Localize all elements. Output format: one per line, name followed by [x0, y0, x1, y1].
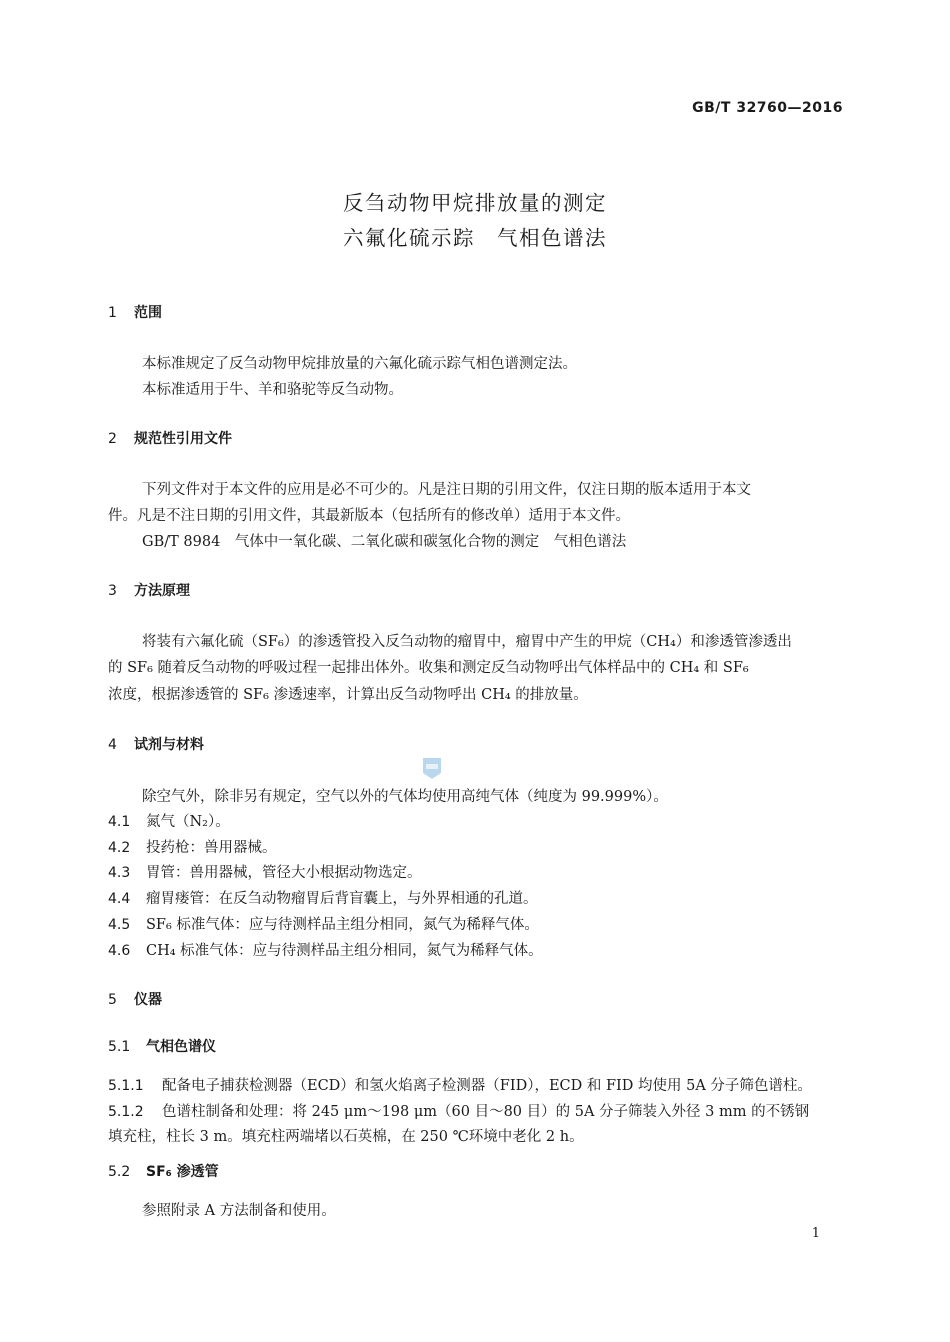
item-text: SF₆ 标准气体：应与待测样品主组分相同，氮气为稀释气体。: [146, 917, 539, 933]
list-item: [108, 1074, 812, 1095]
watermark-logo: [421, 755, 443, 781]
list-item: [108, 939, 543, 960]
list-item: [108, 861, 422, 882]
subsection-number: 5.2: [108, 1164, 131, 1180]
section-5-heading: [108, 989, 162, 1009]
item-number: 4.2: [108, 840, 131, 856]
item-text: 配备电子捕获检测器（ECD）和氢火焰离子检测器（FID），ECD 和 FID 均使用 5A 分子筛色谱柱。: [162, 1078, 812, 1094]
item-number: 4.4: [108, 891, 131, 907]
subsection-5-2-heading: [108, 1161, 219, 1181]
section-number: 5: [108, 992, 117, 1008]
section-title: 方法原理: [134, 583, 190, 599]
paragraph: 除空气外，除非另有规定，空气以外的气体均使用高纯气体（纯度为 99.999%）。: [142, 789, 668, 805]
normative-reference: GB/T 8984 气体中一氧化碳、二氧化碳和碳氢化合物的测定 气相色谱法: [142, 534, 627, 550]
subsection-number: 5.1: [108, 1039, 131, 1055]
paragraph: 参照附录 A 方法制备和使用。: [142, 1203, 336, 1219]
page-number: 1: [811, 1226, 820, 1241]
item-text: 胃管：兽用器械，管径大小根据动物选定。: [146, 865, 422, 881]
paragraph: 填充柱，柱长 3 m。填充柱两端堵以石英棉，在 250 ℃环境中老化 2 h。: [108, 1129, 584, 1145]
list-item: [108, 836, 277, 857]
list-item: [108, 1100, 809, 1121]
item-number: 5.1.2: [108, 1104, 144, 1120]
item-text: 氮气（N₂）。: [146, 814, 230, 830]
list-item: [108, 887, 538, 908]
section-4-heading: [108, 734, 204, 754]
paragraph: 本标准规定了反刍动物甲烷排放量的六氟化硫示踪气相色谱测定法。: [142, 356, 577, 372]
subsection-5-1-heading: [108, 1036, 216, 1056]
document-title-line2: 六氟化硫示踪 气相色谱法: [343, 226, 607, 250]
item-number: 4.3: [108, 865, 131, 881]
document-title-line1: 反刍动物甲烷排放量的测定: [343, 191, 607, 215]
standard-code: GB/T 32760—2016: [692, 100, 843, 116]
subsection-title: 气相色谱仪: [146, 1039, 216, 1055]
section-number: 1: [108, 305, 117, 321]
paragraph: 本标准适用于牛、羊和骆驼等反刍动物。: [142, 382, 403, 398]
item-text: 色谱柱制备和处理：将 245 μm～198 μm（60 目～80 目）的 5A 分子筛装入外径 3 mm 的不锈钢: [162, 1104, 810, 1120]
item-text: 投药枪：兽用器械。: [146, 840, 277, 856]
section-title: 试剂与材料: [134, 737, 204, 753]
paragraph: 的 SF₆ 随着反刍动物的呼吸过程一起排出体外。收集和测定反刍动物呼出气体样品中的 CH₄ 和 SF₆: [108, 660, 749, 676]
section-2-heading: [108, 428, 232, 448]
paragraph: 下列文件对于本文件的应用是必不可少的。凡是注日期的引用文件，仅注日期的版本适用于本文: [142, 482, 751, 498]
item-number: 4.6: [108, 943, 131, 959]
item-text: CH₄ 标准气体：应与待测样品主组分相同，氮气为稀释气体。: [146, 943, 543, 959]
section-title: 规范性引用文件: [134, 431, 232, 447]
section-3-heading: [108, 580, 190, 600]
section-title: 仪器: [134, 992, 162, 1008]
paragraph: 将装有六氟化硫（SF₆）的渗透管投入反刍动物的瘤胃中，瘤胃中产生的甲烷（CH₄）和渗透管渗透出: [142, 634, 792, 650]
item-number: 4.5: [108, 917, 131, 933]
subsection-title: SF₆ 渗透管: [146, 1164, 219, 1180]
section-1-heading: [108, 302, 162, 322]
section-number: 2: [108, 431, 117, 447]
item-text: 瘤胃瘘管：在反刍动物瘤胃后背盲囊上，与外界相通的孔道。: [146, 891, 538, 907]
section-number: 3: [108, 583, 117, 599]
item-number: 4.1: [108, 814, 131, 830]
list-item: [108, 810, 230, 831]
section-title: 范围: [134, 305, 162, 321]
paragraph: 件。凡是不注日期的引用文件，其最新版本（包括所有的修改单）适用于本文件。: [108, 508, 630, 524]
section-number: 4: [108, 737, 117, 753]
paragraph: 浓度，根据渗透管的 SF₆ 渗透速率，计算出反刍动物呼出 CH₄ 的排放量。: [108, 687, 588, 703]
list-item: [108, 913, 539, 934]
item-number: 5.1.1: [108, 1078, 144, 1094]
